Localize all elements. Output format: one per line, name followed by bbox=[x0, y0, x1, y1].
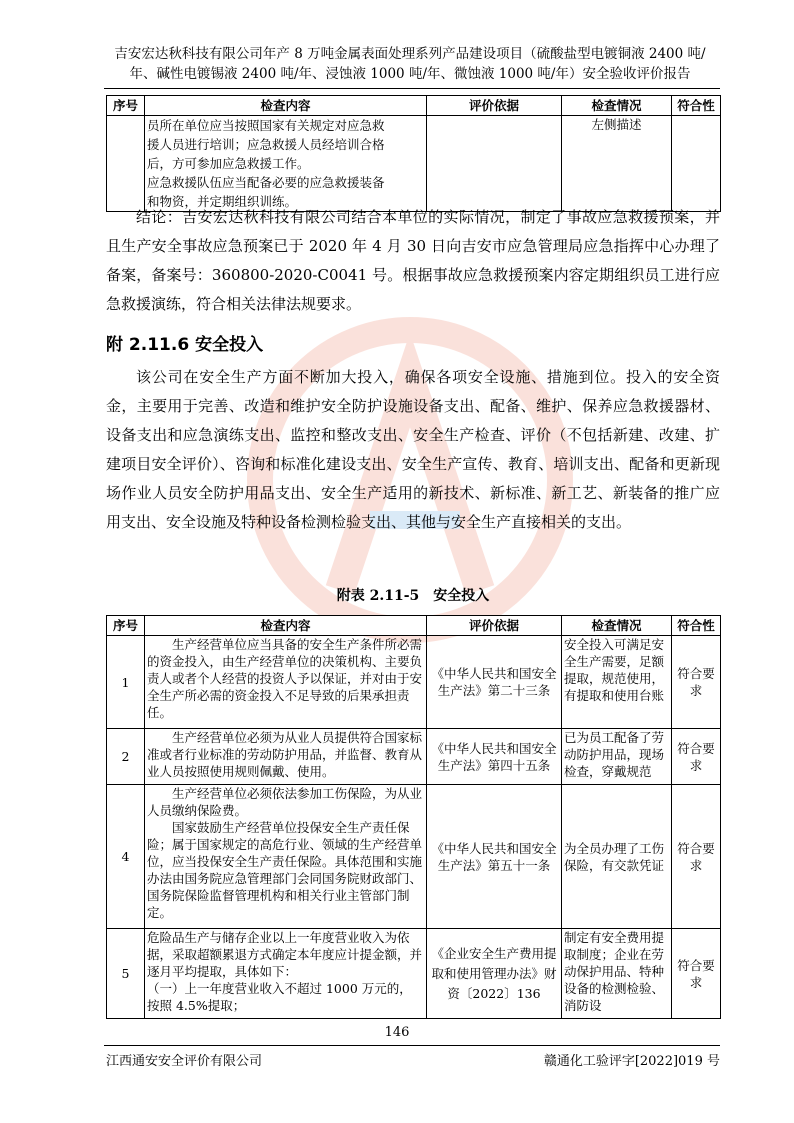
header-title-line1: 吉安宏达秋科技有限公司年产 8 万吨金属表面处理系列产品建设项目（硫酸盐型电镀铜液 2400 吨/ bbox=[114, 46, 706, 62]
table-row bbox=[107, 785, 721, 929]
row-content: 生产经营单位应当具备的安全生产条件所必需的资金投入，由生产经营单位的决策机构、主要负责人或者个人经营的投资人予以保证，并对由于安全生产所必需的资金投入不足导致的后果承担责任。 bbox=[145, 636, 427, 729]
table-row bbox=[107, 929, 721, 1019]
row-basis: 《中华人民共和国安全生产法》第二十三条 bbox=[427, 636, 562, 729]
row-check: 为全员办理了工伤保险，有交款凭证 bbox=[562, 785, 672, 929]
row-check: 安全投入可满足安全生产需要，足额提取，规范使用，有提取和使用台账 bbox=[562, 636, 672, 729]
col-header-content: 检查内容 bbox=[145, 96, 427, 116]
footer-company: 江西通安安全评价有限公司 bbox=[106, 1054, 263, 1069]
col-header-no: 序号 bbox=[107, 96, 145, 116]
table-row bbox=[107, 116, 721, 212]
row-result: 符合要求 bbox=[672, 729, 721, 785]
header-rule bbox=[104, 88, 720, 89]
row-content: 危险品生产与储存企业以上一年度营业收入为依据，采取超额累退方式确定本年度应计提金额，并逐月平均提取，具体如下： （一）上一年度营业收入不超过 1000 万元的，按照 4.5%提取； bbox=[145, 929, 427, 1019]
check-status: 左侧描述 bbox=[562, 116, 672, 212]
conclusion-paragraph: 结论：吉安宏达秋科技有限公司结合本单位的实际情况，制定了事故应急救援预案，并且生产安全事故应急预案已于 2020 年 4 月 30 日向吉安市应急管理局应急指挥中心办理了备案，备案号：360800-2020-C0041 号。根据事故应急救援预案内容定期组织员工进行应急救援演练，符合相关法律法规要求。 bbox=[106, 208, 720, 313]
row-basis: 《中华人民共和国安全生产法》第五十一条 bbox=[427, 785, 562, 929]
page-number: 146 bbox=[384, 1025, 410, 1040]
row-result: 符合要求 bbox=[672, 636, 721, 729]
continued-check-table bbox=[106, 95, 721, 212]
header-title-line2: 年、碱性电镀锡液 2400 吨/年、浸蚀液 1000 吨/年、微蚀液 1000 吨/年）安全验收评价报告 bbox=[129, 66, 691, 82]
table-row bbox=[107, 636, 721, 729]
footer-report-number: 赣通化工验评字[2022]019 号 bbox=[543, 1054, 720, 1069]
row-content: 生产经营单位必须依法参加工伤保险，为从业人员缴纳保险费。 国家鼓励生产经营单位投保安全生产责任保险；属于国家规定的高危行业、领域的生产经营单位，应当投保安全生产责任保险。具体范围和实施办法由国务院应急管理部门会同国务院财政部门、国务院保险监督管理机构和相关行业主管部门制定。 bbox=[145, 785, 427, 929]
table-caption: 附表 2.11-5 安全投入 bbox=[336, 588, 490, 604]
col-header-no: 序号 bbox=[107, 616, 145, 636]
report-header-title bbox=[100, 44, 720, 84]
col-header-result: 符合性 bbox=[672, 96, 721, 116]
row-number: 2 bbox=[107, 729, 145, 785]
col-header-basis: 评价依据 bbox=[427, 96, 562, 116]
safety-investment-table bbox=[106, 615, 721, 1019]
footer-rule bbox=[104, 1045, 720, 1046]
row-result: 符合要求 bbox=[672, 785, 721, 929]
row-content: 生产经营单位必须为从业人员提供符合国家标准或者行业标准的劳动防护用品，并监督、教育从业人员按照使用规则佩戴、使用。 bbox=[145, 729, 427, 785]
row-number: 1 bbox=[107, 636, 145, 729]
row-basis: 《企业安全生产费用提取和使用管理办法》财资〔2022〕136 bbox=[427, 929, 562, 1019]
check-content: 员所在单位应当按照国家有关规定对应急救 援人员进行培训；应急救援人员经培训合格 后，方可参加应急救援工作。 应急救援队伍应当配备必要的应急救援装备 和物资，并定期组织训练。 bbox=[145, 116, 427, 212]
row-number: 5 bbox=[107, 929, 145, 1019]
section-heading: 附 2.11.6 安全投入 bbox=[106, 335, 264, 355]
col-header-result: 符合性 bbox=[672, 616, 721, 636]
table-row bbox=[107, 729, 721, 785]
row-check: 已为员工配备了劳动防护用品，现场检查，穿戴规范 bbox=[562, 729, 672, 785]
col-header-check: 检查情况 bbox=[562, 96, 672, 116]
row-result: 符合要求 bbox=[672, 929, 721, 1019]
col-header-check: 检查情况 bbox=[562, 616, 672, 636]
section-body-paragraph: 该公司在安全生产方面不断加大投入，确保各项安全设施、措施到位。投入的安全资金，主要用于完善、改造和维护安全防护设施设备支出、配备、维护、保养应急救援器材、设备支出和应急演练支出、监控和整改支出、安全生产检查、评价（不包括新建、改建、扩建项目安全评价）、咨询和标准化建设支出、安全生产宣传、教育、培训支出、配备和更新现场作业人员安全防护用品支出、安全生产适用的新技术、新标准、新工艺、新装备的推广应用支出、安全设施及特种设备检测检验支出、其他与安全生产直接相关的支出。 bbox=[106, 368, 720, 531]
col-header-basis: 评价依据 bbox=[427, 616, 562, 636]
row-check: 制定有安全费用提取制度；企业在劳动保护用品、特种设备的检测检验、消防设 bbox=[562, 929, 672, 1019]
col-header-content: 检查内容 bbox=[145, 616, 427, 636]
row-number: 4 bbox=[107, 785, 145, 929]
row-basis: 《中华人民共和国安全生产法》第四十五条 bbox=[427, 729, 562, 785]
